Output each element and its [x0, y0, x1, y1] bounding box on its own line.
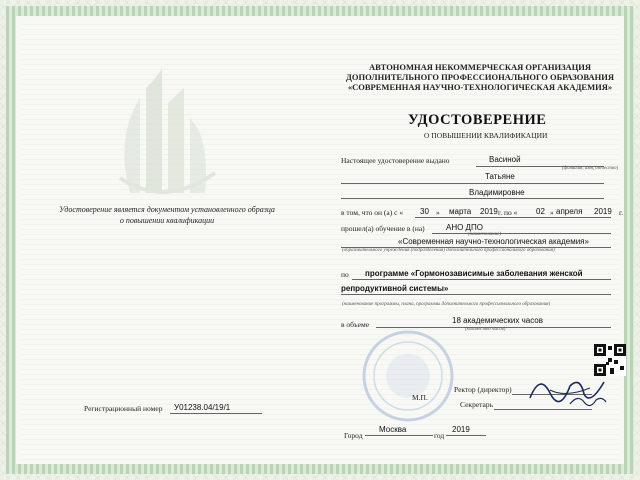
year-suffix: год	[434, 431, 445, 440]
year-from: 2019	[480, 207, 498, 216]
issued-to-label: Настоящее удостоверение выдано	[341, 156, 450, 165]
rector-label: Ректор (директор)	[454, 385, 512, 394]
program-text-2: репродуктивной системы»	[341, 284, 449, 293]
city-label: Город	[344, 431, 363, 440]
organization-line-3: «СОВРЕМЕННАЯ НАУЧНО-ТЕХНОЛОГИЧЕСКАЯ АКАДЕМИЯ»	[347, 82, 613, 92]
secretary-signature-mark	[568, 392, 608, 408]
recipient-name: Татьяне	[485, 172, 515, 181]
period-to-label: г. по «	[498, 208, 518, 217]
volume-label: в объеме	[341, 320, 370, 329]
studied-hint-1: (наименование)	[468, 232, 502, 237]
organization-stamp	[360, 328, 456, 424]
program-label: по	[341, 270, 349, 279]
registration-label: Регистрационный номер	[84, 404, 163, 413]
city-value: Москва	[379, 425, 407, 434]
studied-hint-2: (образовательного учреждения (подразделения) дополнительного профессионального образования)	[342, 248, 555, 253]
certificate-subtitle: О ПОВЫШЕНИИ КВАЛИФИКАЦИИ	[424, 131, 548, 140]
volume-value: 18 академических часов	[452, 316, 543, 325]
note-line-2: о повышении квалификации	[119, 216, 215, 225]
stamp-mp: М.П.	[412, 393, 428, 402]
program-text-1: программе «Гормонозависимые заболевания женской	[365, 269, 583, 278]
org-name: «Современная научно-технологическая академия»	[398, 237, 589, 246]
academy-logo-icon	[110, 58, 220, 198]
recipient-surname: Васиной	[489, 155, 521, 164]
volume-hint: (количество часов)	[465, 327, 506, 332]
registration-number: У01238.04/19/1	[174, 403, 231, 412]
studied-label: прошел(а) обучение в (на)	[341, 224, 425, 233]
certificate-page: АВТОНОМНАЯ НЕКОММЕРЧЕСКАЯ ОРГАНИЗАЦИЯ ДОПОЛНИТЕЛЬНОГО ПРОФЕССИОНАЛЬНОГО ОБРАЗОВАНИЯ «СОВРЕМЕННАЯ НАУЧНО-ТЕХНОЛОГИЧЕСКАЯ АКАДЕМИЯ» УДОСТОВЕРЕНИЕ О ПОВЫШЕНИИ КВАЛИФИКАЦИИ Удостоверение является документом установленного образца о повышении квалификации Настоящее удостоверение выдано Васиной (фамилия, имя, отчество) Татьяне Владимировне в том, что он (а) с « 30 » марта 2019 г. по « 02 » апреля 2019 г. прошел(а) обучение в (на) АНО ДПО (наименование) «Современная научно-технологическая академия» (образовательного учреждения (подразделения) дополнительного профессионального образования) по программе «Гормонозависимые заболевания женской репродуктивной системы» (наименование программы, плана, программы дополнительного профессионального образования) в объеме 18 академических часов (количество часов) Ректор (директор) Секретарь М.П. Регистрационный номер У01238.04/19/1 Город Москва 2019 год	[0, 0, 640, 480]
day-to: 02	[536, 207, 545, 216]
organization-line-1: АВТОНОМНАЯ НЕКОММЕРЧЕСКАЯ ОРГАНИЗАЦИЯ	[368, 62, 592, 72]
program-hint: (наименование программы, плана, программы дополнительного профессионального образования)	[342, 302, 551, 307]
recipient-patronymic: Владимировне	[469, 188, 525, 197]
organization-line-2: ДОПОЛНИТЕЛЬНОГО ПРОФЕССИОНАЛЬНОГО ОБРАЗОВАНИЯ	[346, 72, 614, 82]
month-from: марта	[449, 207, 472, 216]
org-short: АНО ДПО	[446, 223, 483, 232]
month-to: апреля	[556, 207, 583, 216]
certificate-title: УДОСТОВЕРЕНИЕ	[408, 112, 547, 128]
day-from: 30	[420, 207, 429, 216]
note-line-1: Удостоверение является документом установленного образца	[59, 205, 275, 214]
period-suffix: г.	[619, 208, 624, 217]
period-from-label: в том, что он (а) с «	[341, 208, 404, 217]
name-hint: (фамилия, имя, отчество)	[562, 166, 619, 171]
secretary-label: Секретарь	[460, 400, 494, 409]
certificate-note	[36, 204, 298, 226]
year-value: 2019	[452, 425, 470, 434]
year-to: 2019	[594, 207, 612, 216]
